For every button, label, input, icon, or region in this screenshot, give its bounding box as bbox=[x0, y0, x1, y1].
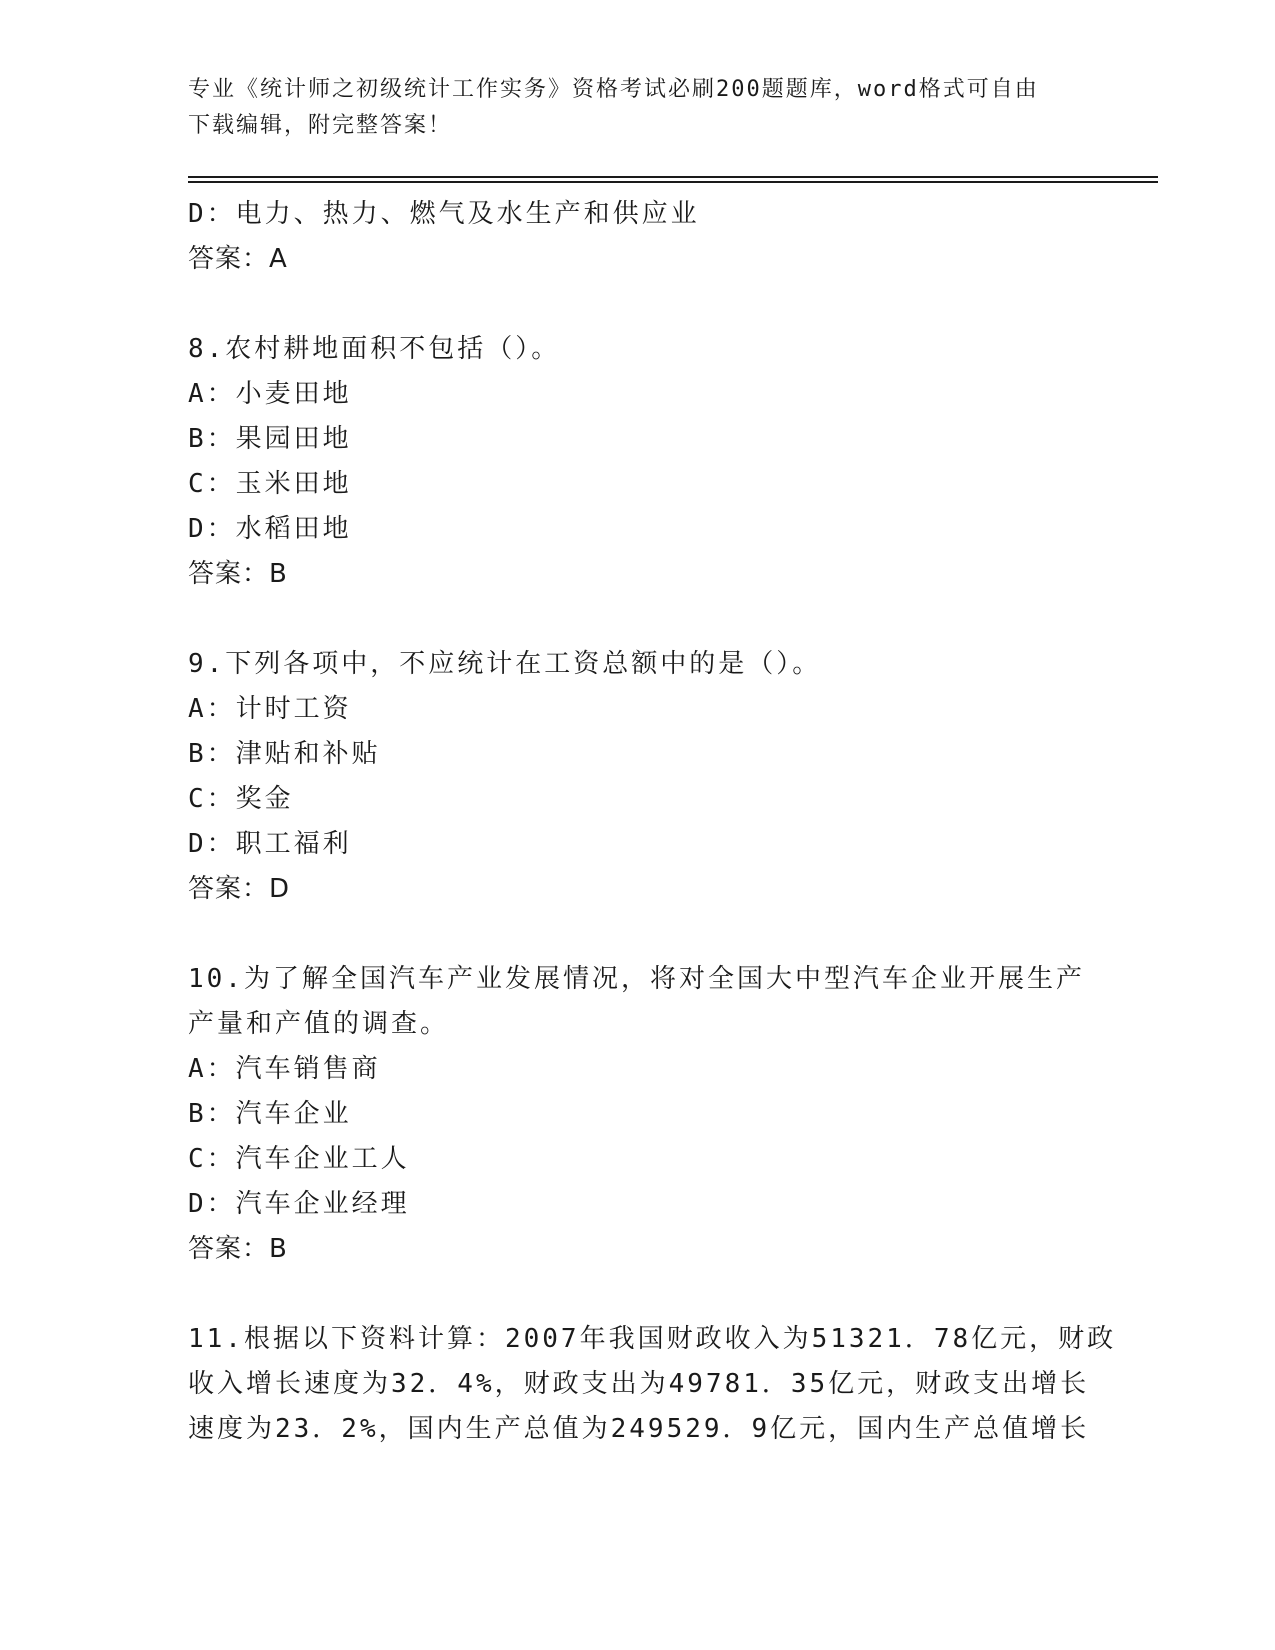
question-text-line-2: 产量和产值的调查。 bbox=[188, 1009, 450, 1039]
option-a: A：小麦田地 bbox=[188, 379, 352, 409]
header-title-line-1: 专业《统计师之初级统计工作实务》资格考试必刷200题题库，word格式可自由 bbox=[188, 77, 1039, 102]
option-a: A：计时工资 bbox=[188, 694, 352, 724]
question-text-line-3: 速度为23．2%，国内生产总值为249529．9亿元，国内生产总值增长 bbox=[188, 1414, 1090, 1444]
document-body bbox=[188, 192, 1117, 1452]
answer: 答案：B bbox=[188, 559, 288, 589]
option-b: B：津贴和补贴 bbox=[188, 739, 381, 769]
question-text-line-2: 收入增长速度为32．4%，财政支出为49781．35亿元，财政支出增长 bbox=[188, 1369, 1090, 1399]
option-b: B：汽车企业 bbox=[188, 1099, 352, 1129]
option-b: B：果园田地 bbox=[188, 424, 352, 454]
option-c: C：汽车企业工人 bbox=[188, 1144, 410, 1174]
question-text-line-1: 11.根据以下资料计算：2007年我国财政收入为51321．78亿元，财政 bbox=[188, 1324, 1117, 1354]
answer: 答案：D bbox=[188, 874, 291, 904]
header-title-line-2: 下载编辑，附完整答案！ bbox=[188, 113, 453, 138]
question-text: 8.农村耕地面积不包括（）。 bbox=[188, 334, 561, 364]
question-8 bbox=[188, 327, 1088, 597]
option-d: D：水稻田地 bbox=[188, 514, 352, 544]
option-d: D：职工福利 bbox=[188, 829, 352, 859]
option-d: D：汽车企业经理 bbox=[188, 1189, 410, 1219]
question-text-line-1: 10.为了解全国汽车产业发展情况，将对全国大中型汽车企业开展生产 bbox=[188, 964, 1085, 994]
answer: 答案：B bbox=[188, 1234, 288, 1264]
header-divider-bottom bbox=[188, 181, 1158, 183]
option-c: C：玉米田地 bbox=[188, 469, 352, 499]
question-9 bbox=[188, 642, 1088, 912]
question-10 bbox=[188, 957, 1088, 1272]
option-c: C：奖金 bbox=[188, 784, 294, 814]
option-a: A：汽车销售商 bbox=[188, 1054, 381, 1084]
header-divider-top bbox=[188, 176, 1158, 178]
document-header bbox=[188, 72, 1068, 144]
prev-question-answer: 答案：A bbox=[188, 244, 288, 274]
question-11 bbox=[188, 1317, 1117, 1452]
question-text: 9.下列各项中，不应统计在工资总额中的是（）。 bbox=[188, 649, 822, 679]
prev-question-option-d: D：电力、热力、燃气及水生产和供应业 bbox=[188, 199, 700, 229]
